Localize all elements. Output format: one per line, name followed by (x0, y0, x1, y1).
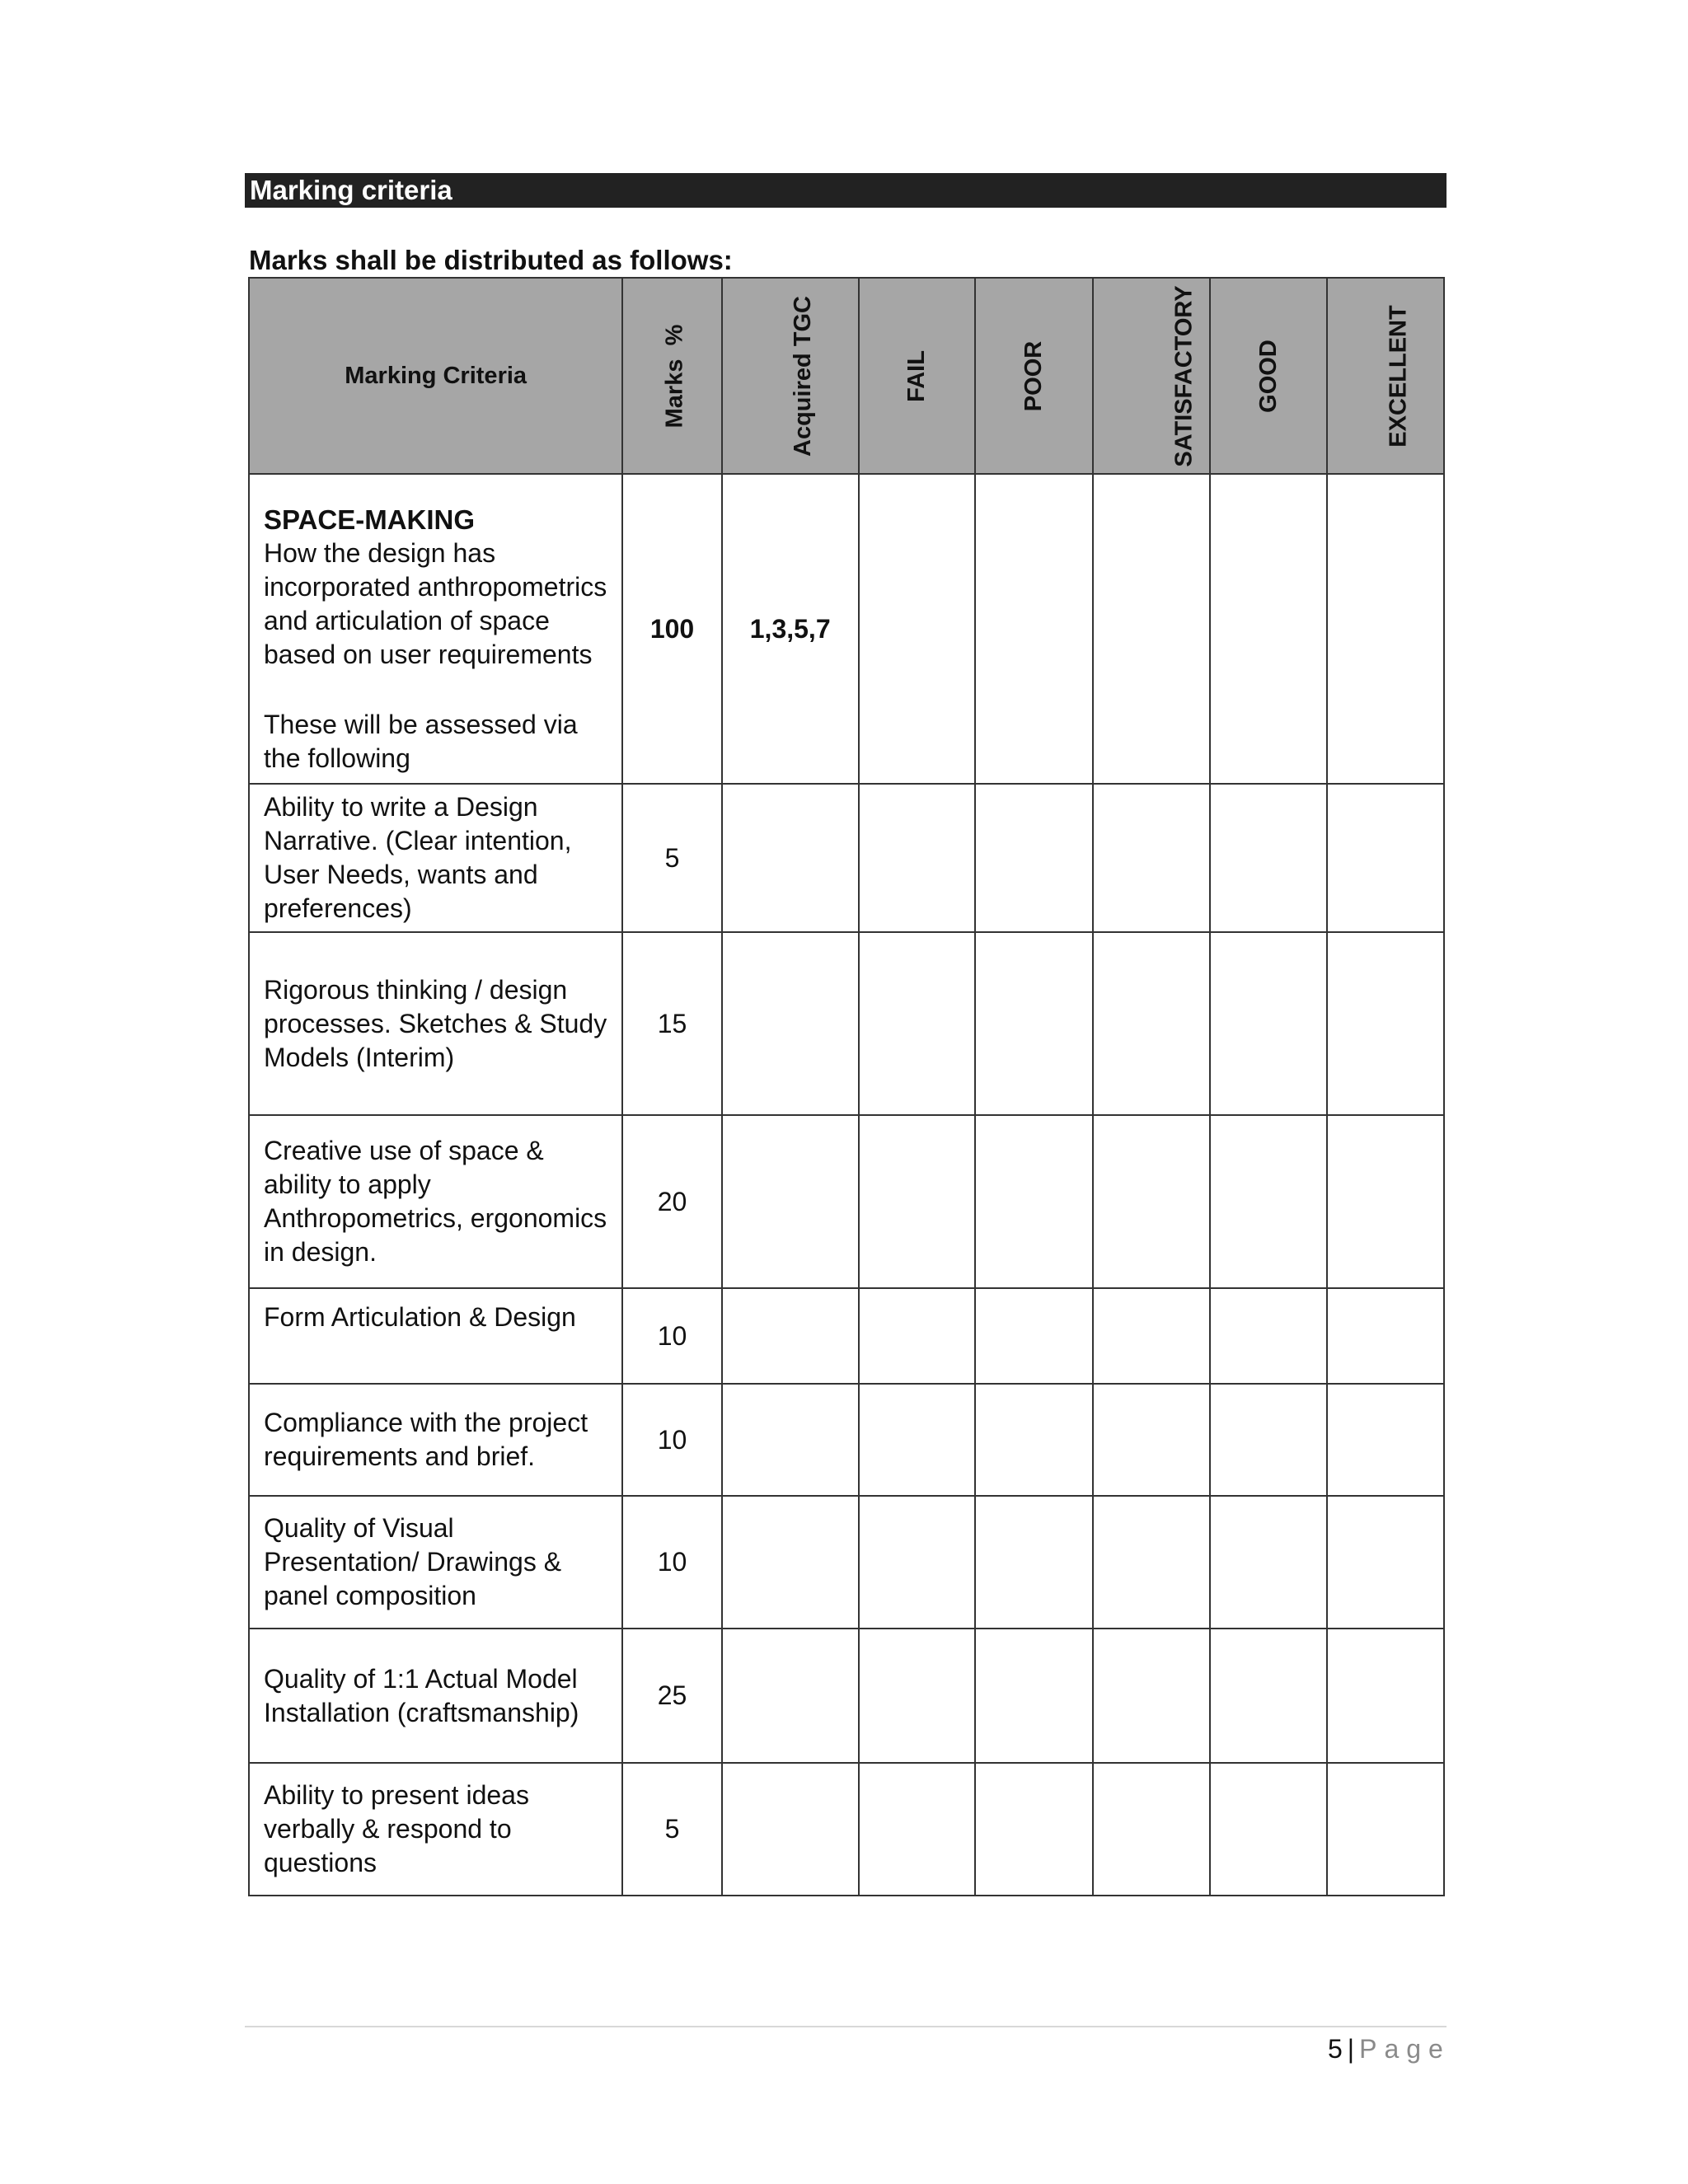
excellent-cell[interactable] (1327, 1115, 1444, 1288)
criterion-cell: Quality of Visual Presentation/ Drawings & panel composition (249, 1496, 622, 1629)
fail-cell[interactable] (859, 1115, 976, 1288)
satisfactory-cell[interactable] (1093, 1763, 1210, 1896)
satisfactory-cell[interactable] (1093, 932, 1210, 1115)
poor-cell[interactable] (975, 1629, 1093, 1763)
criterion-cell: Quality of 1:1 Actual Model Installation (craftsmanship) (249, 1629, 622, 1763)
header-fail (859, 278, 976, 474)
header-satisfactory-label: SATISFACTORY (1170, 284, 1198, 467)
excellent-cell[interactable] (1327, 474, 1444, 784)
tgc-cell[interactable] (722, 1629, 859, 1763)
tgc-cell: 1,3,5,7 (722, 474, 859, 784)
table-row (249, 1288, 1444, 1384)
fail-cell[interactable] (859, 1496, 976, 1629)
tgc-cell[interactable] (722, 932, 859, 1115)
table-row (249, 1115, 1444, 1288)
criterion-description: How the design has incorporated anthropometrics and articulation of space based on user requirements (264, 538, 607, 669)
fail-cell[interactable] (859, 1629, 976, 1763)
good-cell[interactable] (1210, 1288, 1328, 1384)
marking-criteria-table (248, 277, 1445, 1896)
fail-cell[interactable] (859, 474, 976, 784)
footer-divider (245, 2026, 1447, 2027)
fail-cell[interactable] (859, 1763, 976, 1896)
criterion-spacer (264, 672, 610, 708)
header-excellent-label: EXCELLENT (1386, 304, 1413, 448)
excellent-cell[interactable] (1327, 1629, 1444, 1763)
fail-cell[interactable] (859, 784, 976, 932)
criterion-cell: Creative use of space & ability to apply Anthropometrics, ergonomics in design. (249, 1115, 622, 1288)
excellent-cell[interactable] (1327, 1763, 1444, 1896)
marks-cell: 5 (622, 784, 721, 932)
excellent-cell[interactable] (1327, 932, 1444, 1115)
tgc-cell[interactable] (722, 1384, 859, 1496)
fail-cell[interactable] (859, 1384, 976, 1496)
marks-cell: 5 (622, 1763, 721, 1896)
excellent-cell[interactable] (1327, 1496, 1444, 1629)
satisfactory-cell[interactable] (1093, 1384, 1210, 1496)
tgc-cell[interactable] (722, 1115, 859, 1288)
header-good-label: GOOD (1254, 339, 1282, 413)
page-number: 5 (1328, 2034, 1343, 2064)
excellent-cell[interactable] (1327, 1288, 1444, 1384)
fail-cell[interactable] (859, 1288, 976, 1384)
tgc-cell[interactable] (722, 1496, 859, 1629)
header-poor (975, 278, 1093, 474)
satisfactory-cell[interactable] (1093, 784, 1210, 932)
table-row (249, 1763, 1444, 1896)
marks-cell: 10 (622, 1288, 721, 1384)
table-header-row (249, 278, 1444, 474)
table-row (249, 932, 1444, 1115)
page-footer (1328, 2032, 1451, 2065)
tgc-cell[interactable] (722, 1288, 859, 1384)
good-cell[interactable] (1210, 1629, 1328, 1763)
header-tgc-label: Acquired TGC (789, 295, 816, 457)
criterion-title: SPACE-MAKING (264, 504, 476, 535)
criterion-cell: Rigorous thinking / design processes. Sketches & Study Models (Interim) (249, 932, 622, 1115)
header-marks (622, 278, 721, 474)
header-good (1210, 278, 1328, 474)
header-fail-label: FAIL (903, 349, 930, 402)
poor-cell[interactable] (975, 474, 1093, 784)
table-row-space-making (249, 474, 1444, 784)
table-row (249, 1384, 1444, 1496)
header-tgc (722, 278, 859, 474)
poor-cell[interactable] (975, 1496, 1093, 1629)
good-cell[interactable] (1210, 1496, 1328, 1629)
good-cell[interactable] (1210, 932, 1328, 1115)
poor-cell[interactable] (975, 1763, 1093, 1896)
page-label: Page (1359, 2034, 1451, 2064)
section-title: Marking criteria (250, 175, 452, 205)
good-cell[interactable] (1210, 1763, 1328, 1896)
satisfactory-cell[interactable] (1093, 1629, 1210, 1763)
marks-cell: 10 (622, 1384, 721, 1496)
poor-cell[interactable] (975, 1384, 1093, 1496)
table-row (249, 784, 1444, 932)
section-title-bar (245, 173, 1447, 208)
marks-cell: 20 (622, 1115, 721, 1288)
satisfactory-cell[interactable] (1093, 1115, 1210, 1288)
criterion-cell: Form Articulation & Design (249, 1288, 622, 1384)
marks-cell: 15 (622, 932, 721, 1115)
good-cell[interactable] (1210, 474, 1328, 784)
criterion-cell: Compliance with the project requirements and brief. (249, 1384, 622, 1496)
criterion-cell: Ability to present ideas verbally & respond to questions (249, 1763, 622, 1896)
marks-cell: 25 (622, 1629, 721, 1763)
footer-separator: | (1347, 2034, 1355, 2064)
excellent-cell[interactable] (1327, 784, 1444, 932)
good-cell[interactable] (1210, 1384, 1328, 1496)
good-cell[interactable] (1210, 1115, 1328, 1288)
criterion-note: These will be assessed via the following (264, 710, 578, 773)
marks-cell: 10 (622, 1496, 721, 1629)
table-row (249, 1496, 1444, 1629)
tgc-cell[interactable] (722, 784, 859, 932)
satisfactory-cell[interactable] (1093, 1288, 1210, 1384)
header-excellent (1327, 278, 1444, 474)
satisfactory-cell[interactable] (1093, 1496, 1210, 1629)
poor-cell[interactable] (975, 1115, 1093, 1288)
good-cell[interactable] (1210, 784, 1328, 932)
criterion-cell (249, 474, 622, 784)
header-poor-label: POOR (1020, 340, 1048, 411)
excellent-cell[interactable] (1327, 1384, 1444, 1496)
header-satisfactory (1093, 278, 1210, 474)
table-row (249, 1629, 1444, 1763)
marks-cell: 100 (622, 474, 721, 784)
header-criteria (249, 278, 622, 474)
header-marks-label: Marks % (661, 324, 688, 428)
subheading: Marks shall be distributed as follows: (249, 245, 733, 275)
satisfactory-cell[interactable] (1093, 474, 1210, 784)
poor-cell[interactable] (975, 932, 1093, 1115)
poor-cell[interactable] (975, 1288, 1093, 1384)
poor-cell[interactable] (975, 784, 1093, 932)
criterion-cell: Ability to write a Design Narrative. (Clear intention, User Needs, wants and preferences) (249, 784, 622, 932)
tgc-cell[interactable] (722, 1763, 859, 1896)
fail-cell[interactable] (859, 932, 976, 1115)
header-criteria-label: Marking Criteria (345, 362, 528, 389)
